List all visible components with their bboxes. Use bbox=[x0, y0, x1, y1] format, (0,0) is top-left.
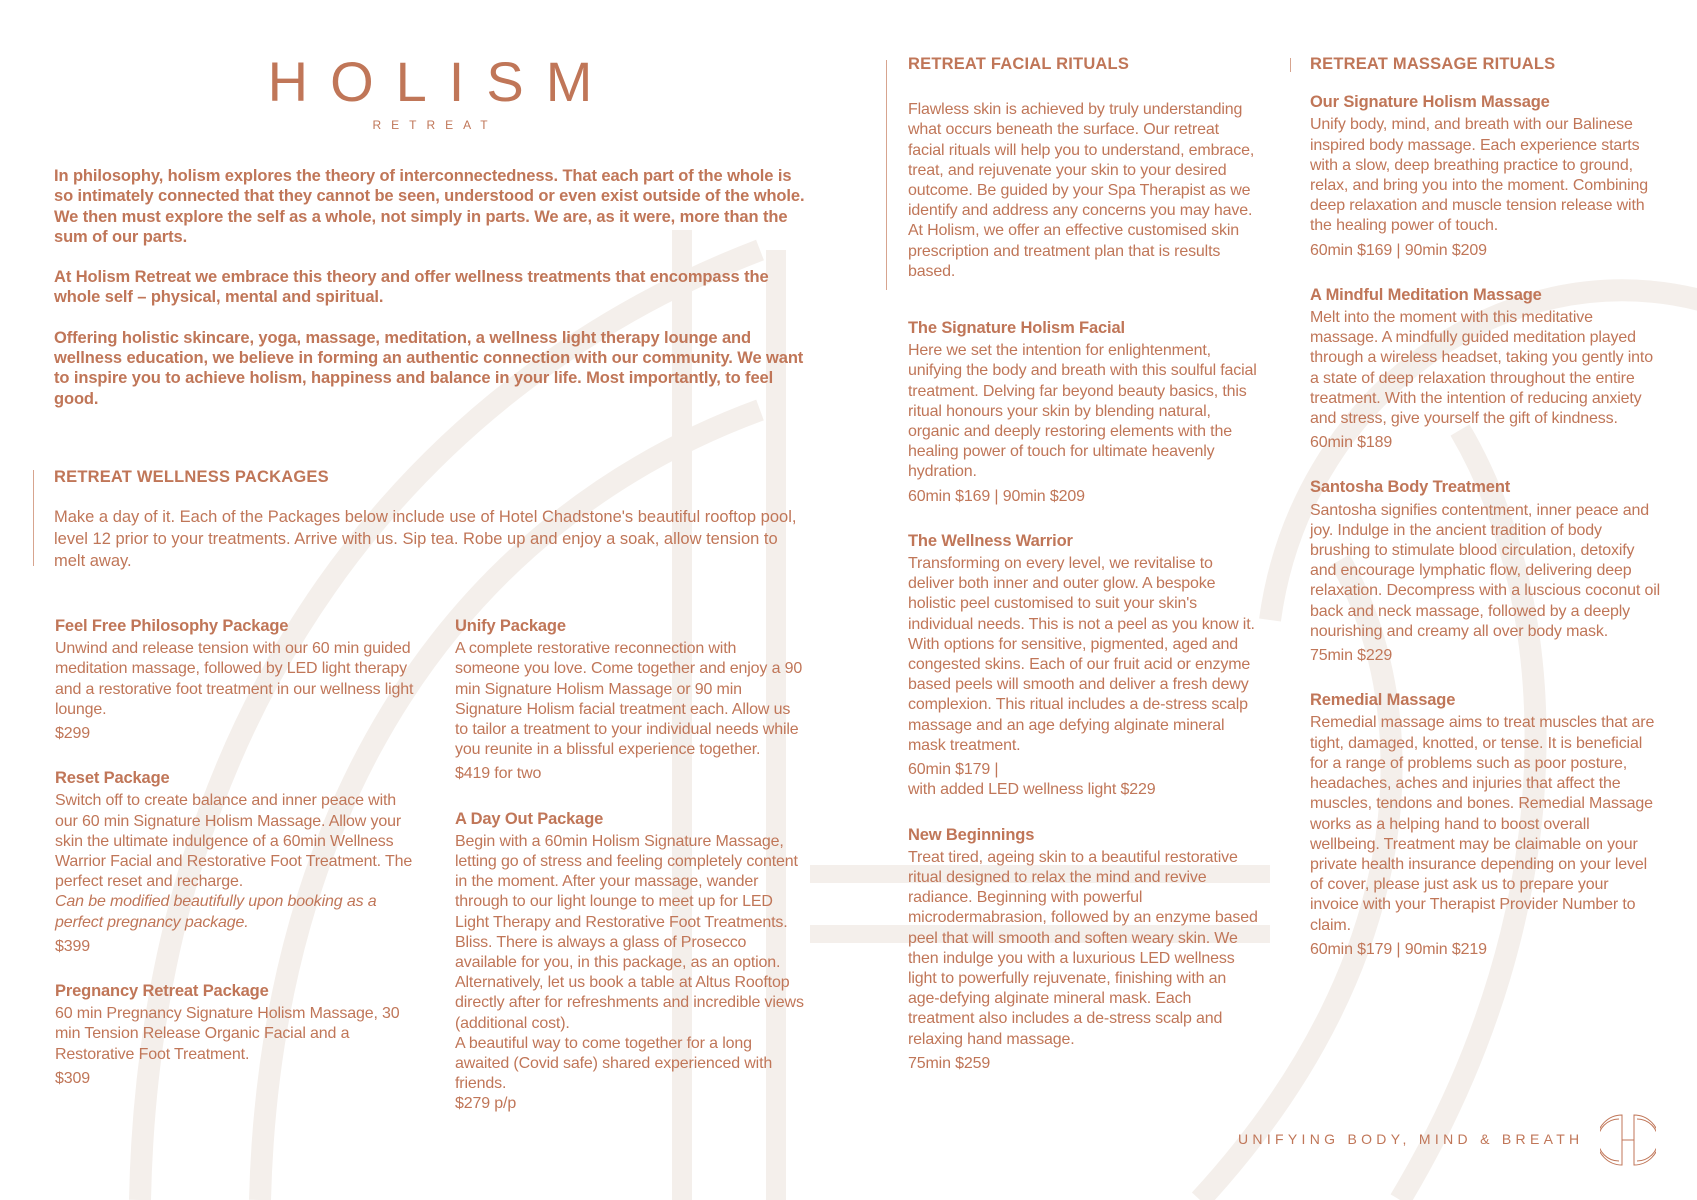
facial-price-addon: with added LED wellness light $229 bbox=[908, 781, 1156, 799]
massage-price: 60min $169 | 90min $209 bbox=[1310, 241, 1487, 259]
massage-price: 60min $179 | 90min $219 bbox=[1310, 940, 1487, 958]
divider bbox=[886, 60, 887, 290]
facial-price: 75min $259 bbox=[908, 1054, 991, 1072]
package-item bbox=[55, 768, 415, 957]
massage-name: Our Signature Holism Massage bbox=[1310, 93, 1550, 112]
massage-item bbox=[1310, 285, 1660, 454]
package-price: $399 bbox=[55, 937, 90, 955]
massage-price: 75min $229 bbox=[1310, 647, 1393, 665]
package-price: $419 for two bbox=[455, 765, 542, 783]
massage-name: Santosha Body Treatment bbox=[1310, 478, 1511, 497]
footer-tagline: UNIFYING BODY, MIND & BREATH bbox=[1238, 1131, 1584, 1147]
facial-price: 60min $169 | 90min $209 bbox=[908, 487, 1085, 505]
facial-name: New Beginnings bbox=[908, 825, 1035, 844]
divider bbox=[33, 470, 34, 566]
facial-item bbox=[908, 318, 1258, 507]
facial-intro: Flawless skin is achieved by truly understanding what occurs beneath the surface. Our retreat facial rituals will help you to understand, embrace, treat, and rejuvenate your skin to your desired outcome. Be guided by your Spa Therapist as we identify and address any concerns you may have. At Holism, we offer an effective customised skin prescription and treatment plan that is results based. bbox=[908, 101, 1255, 280]
package-price: $299 bbox=[55, 725, 90, 743]
divider bbox=[1290, 58, 1291, 72]
intro-paragraph: At Holism Retreat we embrace this theory and offer wellness treatments that encompass the whole self – physical, mental and spiritual. bbox=[54, 268, 769, 307]
package-description: Switch off to create balance and inner peace with our 60 min Signature Holism Massage. Allow your skin the ultimate indulgence of a 60min Wellness Warrior Facial and Restorative Foot Treatment. The perfect reset and recharge. bbox=[55, 792, 413, 891]
holism-monogram-icon bbox=[1600, 1112, 1656, 1168]
facial-price: 60min $179 | bbox=[908, 761, 999, 779]
packages-heading: RETREAT WELLNESS PACKAGES bbox=[54, 468, 329, 486]
package-name: Feel Free Philosophy Package bbox=[55, 617, 289, 635]
facial-column bbox=[908, 54, 1258, 1098]
massage-description: Remedial massage aims to treat muscles that are tight, damaged, knotted, or tense. It is beneficial for a range of problems such as poor posture, headaches, aches and injuries that affect the muscles, tendons and bones. Remedial Massage works as a helping hand to boost overall wellbeing. Treatment may be claimable on your private health insurance depending on your level of cover, please just ask us to prepare your invoice with your Therapist Provider Number to claim. bbox=[1310, 714, 1655, 934]
package-item bbox=[455, 616, 805, 785]
massage-item bbox=[1310, 92, 1660, 261]
massage-item bbox=[1310, 477, 1660, 666]
facial-description: Here we set the intention for enlightenment, unifying the body and breath with this soulful facial treatment. Delving far beyond beauty basics, this ritual honours your skin by blending natural, organic and deeply restoring elements with the healing power of touch for ultimate heavenly hydration. bbox=[908, 342, 1257, 481]
massage-description: Melt into the moment with this meditative massage. A mindfully guided meditation played through a wireless headset, taking you gently into a state of deep relaxation throughout the entire treatment. With the intention of reducing anxiety and stress, give yourself the gift of kindness. bbox=[1310, 309, 1653, 428]
package-note: Can be modified beautifully upon booking as a perfect pregnancy package. bbox=[55, 893, 377, 931]
brand-title: HOLISM bbox=[267, 50, 615, 113]
massage-heading: RETREAT MASSAGE RITUALS bbox=[1310, 55, 1556, 73]
package-name: Reset Package bbox=[55, 769, 170, 788]
brand-logo bbox=[230, 52, 630, 132]
facial-description: Transforming on every level, we revitalise to deliver both inner and outer glow. A bespoke holistic peel customised to suit your skin's individual needs. This is not a peel as you know it. With options for sensitive, pigmented, aged and congested skins. Each of our fruit acid or enzyme based peels will smooth and deliver a fresh dewy complexion. This ritual includes a de-stress scalp massage and an age defying alginate mineral mask treatment. bbox=[908, 555, 1255, 754]
package-description: A complete restorative reconnection with someone you love. Come together and enjoy a 90 min Signature Holism Massage or 90 min Signature Holism facial treatment each. Allow us to tailor a treatment to your individual needs while you reunite in a blissful experience together. bbox=[455, 640, 803, 759]
packages-column-1 bbox=[55, 616, 415, 1113]
package-description: Begin with a 60min Holism Signature Massage, letting go of stress and feeling completely content in the moment. After your massage, wander through to our light lounge to meet up for LED Light Therapy and Restorative Foot Treatments. Bliss. There is always a glass of Prosecco available for you, in this package, as an option. Alternatively, let us book a table at Altus Rooftop directly after for refreshments and incredible views (additional cost). bbox=[455, 832, 804, 1032]
brand-subtitle: RETREAT bbox=[372, 118, 498, 132]
package-item bbox=[55, 981, 415, 1089]
facial-name: The Wellness Warrior bbox=[908, 531, 1073, 550]
package-description: Unwind and release tension with our 60 min guided meditation massage, followed by LED light therapy and a restorative foot treatment in our wellness light lounge. bbox=[55, 640, 414, 718]
facial-name: The Signature Holism Facial bbox=[908, 319, 1125, 338]
package-item bbox=[55, 616, 415, 744]
package-name: A Day Out Package bbox=[455, 809, 604, 828]
massage-column bbox=[1310, 54, 1660, 984]
packages-intro: Make a day of it. Each of the Packages below include use of Hotel Chadstone's beautiful rooftop pool, level 12 prior to your treatments. Arrive with us. Sip tea. Robe up and enjoy a soak, allow tension to melt away. bbox=[54, 508, 797, 570]
facial-item bbox=[908, 531, 1258, 801]
massage-description: Santosha signifies contentment, inner peace and joy. Indulge in the ancient tradition of body brushing to stimulate blood circulation, detoxify and encourage lymphatic flow, delivering deep relaxation. Decompress with a luscious coconut oil back and neck massage, followed by a deeply nourishing and creamy all over body mask. bbox=[1310, 501, 1661, 640]
massage-name: A Mindful Meditation Massage bbox=[1310, 285, 1542, 304]
packages-column-2 bbox=[455, 616, 805, 1139]
package-description: 60 min Pregnancy Signature Holism Massage, 30 min Tension Release Organic Facial and a Restorative Foot Treatment. bbox=[55, 1005, 400, 1063]
package-name: Unify Package bbox=[455, 617, 566, 635]
massage-name: Remedial Massage bbox=[1310, 691, 1456, 710]
package-price: $309 bbox=[55, 1069, 90, 1087]
massage-description: Unify body, mind, and breath with our Balinese inspired body massage. Each experience starts with a slow, deep breathing practice to ground, relax, and bring you into the moment. Combining deep relaxation and muscle tension release with the healing power of touch. bbox=[1310, 116, 1649, 235]
facial-description: Treat tired, ageing skin to a beautiful restorative ritual designed to relax the mind and revive radiance. Beginning with powerful microdermabrasion, followed by an enzyme based peel that will smooth and soften weary skin. We then indulge you with a luxurious LED wellness light to powerfully rejuvenate, finishing with an age-defying alginate mineral mask. Each treatment also includes a de-stress scalp and relaxing hand massage. bbox=[908, 848, 1258, 1048]
package-item bbox=[455, 809, 805, 1115]
facial-item bbox=[908, 825, 1258, 1074]
massage-item bbox=[1310, 690, 1660, 960]
intro-paragraph: In philosophy, holism explores the theory of interconnectedness. That each part of the whole is so intimately connected that they cannot be seen, understood or even exist outside of the whole. We then must explore the self as a whole, not simply in parts. We are, as it were, more than the sum of our parts. bbox=[54, 167, 805, 246]
package-name: Pregnancy Retreat Package bbox=[55, 982, 269, 1001]
intro-paragraph: Offering holistic skincare, yoga, massage, meditation, a wellness light therapy lounge and wellness education, we believe in forming an authentic connection with our community. We want to inspire you to achieve holism, happiness and balance in your life. Most importantly, to feel good. bbox=[54, 328, 804, 408]
intro-text bbox=[54, 166, 806, 429]
massage-price: 60min $189 bbox=[1310, 434, 1393, 452]
package-note: A beautiful way to come together for a long awaited (Covid safe) shared experienced with friends. bbox=[455, 1034, 773, 1093]
package-price: $279 p/p bbox=[455, 1095, 517, 1113]
facial-heading: RETREAT FACIAL RITUALS bbox=[908, 55, 1130, 73]
